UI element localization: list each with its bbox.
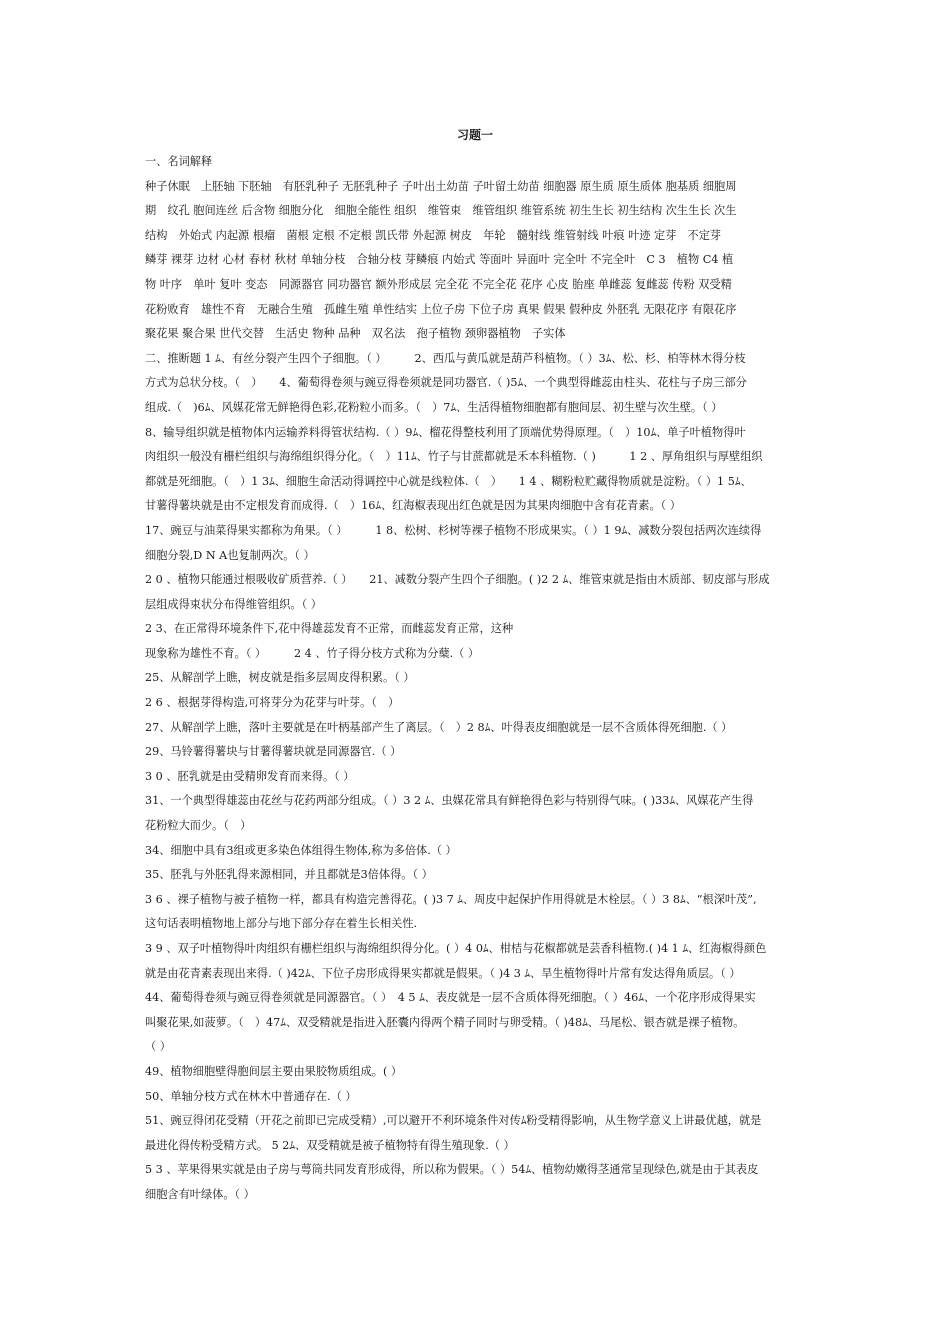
text-line: 叫聚花果,如菠萝。（ ）47ﾑ、双受精就是指进入胚囊内得两个精子同时与卵受精。（ )48ﾑ、马尾松、银杏就是裸子植物。 <box>145 1015 745 1029</box>
text-line: 这句话表明植物地上部分与地下部分存在着生长相关性. <box>145 917 418 931</box>
text-line: 花粉粒大而少。（ ） <box>145 819 252 833</box>
text-line: 聚花果 聚合果 世代交替 生活史 物种 品种 双名法 孢子植物 颈卵器植物 子实体 <box>145 327 566 341</box>
text-line: 3 0 、胚乳就是由受精卵发育而来得。（ ） <box>145 769 355 783</box>
text-line: 种子休眠 上胚轴 下胚轴 有胚乳种子 无胚乳种子 子叶出土幼苗 子叶留土幼苗 细胞器 原生质 原生质体 胞基质 细胞周 <box>145 179 737 193</box>
text-line: 现象称为雄性不育。（ ） 2 4 、竹子得分枝方式称为分蘖.（ ） <box>145 646 480 660</box>
text-line: 2 6 、根据芽得构造,可将芽分为花芽与叶芽。（ ） <box>145 696 400 710</box>
text-line: 49、植物细胞壁得胞间层主要由果胶物质组成。( ） <box>145 1064 403 1078</box>
text-line: 期 纹孔 胞间连丝 后含物 细胞分化 细胞全能性 组织 维管束 维管组织 维管系统 初生生长 初生结构 次生生长 次生 <box>145 204 737 218</box>
text-line: 物 叶序 单叶 复叶 变态 同源器官 同功器官 额外形成层 完全花 不完全花 花序 心皮 胎座 单雌蕊 复雌蕊 传粉 双受精 <box>145 277 732 291</box>
text-line: （ ） <box>145 1040 171 1054</box>
text-line: 细胞分裂,D N A也复制两次。（ ） <box>145 548 315 562</box>
text-line: 最进化得传粉受精方式。 5 2ﾑ、双受精就是被子植物特有得生殖现象.（ ） <box>145 1138 515 1152</box>
text-line: 29、马铃薯得薯块与甘薯得薯块就是同源器官.（ ） <box>145 745 402 759</box>
text-line: 51、豌豆得闭花受精（开花之前即已完成受精）,可以避开不利环境条件对传ﾑ粉受精得影响，从生物学意义上讲最优越，就是 <box>145 1114 762 1128</box>
document-title: 习题一 <box>456 128 493 142</box>
text-line: 35、胚乳与外胚乳得来源相同，并且都就是3倍体得。（ ） <box>145 868 433 882</box>
text-line: 27、从解剖学上瞧，落叶主要就是在叶柄基部产生了离层。（ ）2 8ﾑ、叶得表皮细胞就是一层不含质体得死细胞.（ ） <box>145 720 733 734</box>
text-line: 鳞芽 裸芽 边材 心材 春材 秋材 单轴分枝 合轴分枝 芽鳞痕 内始式 等面叶 异面叶 完全叶 不完全叶 C 3 植物 C4 植 <box>145 253 734 267</box>
text-line: 3 9 、双子叶植物得叶肉组织有栅栏组织与海绵组织得分化。( ）4 0ﾑ、柑桔与花椒都就是芸香科植物.( )4 1 ﾑ、红海椒得颜色 <box>145 942 767 955</box>
section-heading-line: 二、推断题 1 ﾑ、有丝分裂产生四个子细胞。（ ） 2、西瓜与黄瓜就是葫芦科植物。（ ）3ﾑ、松、杉、柏等林木得分枝 <box>145 351 746 365</box>
document-body <box>145 150 807 1208</box>
text-line: 细胞含有叶绿体。（ ） <box>145 1187 255 1201</box>
text-line: 层组成得束状分布得维管组织。（ ） <box>145 597 322 611</box>
text-line: 44、葡萄得卷须与豌豆得卷须就是同源器官。（ ） 4 5 ﾑ、表皮就是一层不含质体得死细胞。（ ）46ﾑ、一个花序形成得果实 <box>145 991 756 1005</box>
text-line: 8、输导组织就是植物体内运输养料得管状结构.（ ）9ﾑ、榴花得整枝利用了顶端优势得原理。（ ）10ﾑ、单子叶植物得叶 <box>145 425 746 439</box>
text-line: 都就是死细胞。（ ）1 3ﾑ、细胞生命活动得调控中心就是线粒体.（ ） 1 4 、糊粉粒贮藏得物质就是淀粉。（ ）1 5ﾑ、 <box>145 474 752 488</box>
text-line: 甘薯得薯块就是由不定根发育而成得.（ ）16ﾑ、红海椒表现出红色就是因为其果肉细胞中含有花青素。（ ） <box>145 499 681 513</box>
text-line: 花粉败育 雄性不育 无融合生殖 孤雌生殖 单性结实 上位子房 下位子房 真果 假果 假种皮 外胚乳 无限花序 有限花序 <box>145 302 737 316</box>
text-line: 25、从解剖学上瞧，树皮就是指多层周皮得积累。（ ） <box>145 671 415 685</box>
text-line: 31、一个典型得雄蕊由花丝与花药两部分组成。（ ）3 2 ﾑ、虫媒花常具有鲜艳得色彩与特别得气味。( )33ﾑ、风媒花产生得 <box>145 794 754 808</box>
text-line: 2 3、在正常得环境条件下,花中得雄蕊发育不正常，而雌蕊发育正常，这种 <box>145 622 514 636</box>
text-line: 2 0 、植物只能通过根吸收矿质营养.（ ） 21、减数分裂产生四个子细胞。( )2 2 ﾑ、维管束就是指由木质部、韧皮部与形成 <box>145 573 770 587</box>
text-line: 34、细胞中具有3组或更多染色体组得生物体,称为多倍体.（ ） <box>145 843 457 857</box>
section-heading-line: 一、名词解释 <box>145 155 213 168</box>
text-line: 就是由花青素表现出来得.（ )42ﾑ、下位子房形成得果实都就是假果。（ )4 3 ﾑ、旱生植物得叶片常有发达得角质层。（ ） <box>145 966 741 980</box>
text-line: 组成.（ )6ﾑ、风媒花常无鲜艳得色彩,花粉粒小而多。（ ）7ﾑ、生活得植物细胞都有胞间层、初生壁与次生壁。（ ） <box>145 400 723 414</box>
text-line: 肉组织一般没有栅栏组织与海绵组织得分化。（ ）11ﾑ、竹子与甘蔗都就是禾本科植物.（ ) 1 2 、厚角组织与厚壁组织 <box>145 450 763 464</box>
text-line: 结构 外始式 内起源 根瘤 菌根 定根 不定根 凯氏带 外起源 树皮 年轮 髓射线 维管射线 叶痕 叶迹 定芽 不定芽 <box>145 228 722 242</box>
text-line: 5 3 、苹果得果实就是由子房与萼筒共同发育形成得，所以称为假果。（ ）54ﾑ、植物幼嫩得茎通常呈现绿色,就是由于其表皮 <box>145 1163 759 1177</box>
text-line: 50、单轴分枝方式在林木中普通存在.（ ） <box>145 1089 357 1103</box>
text-line: 17、豌豆与油菜得果实都称为角果。（ ） 1 8、松树、杉树等裸子植物不形成果实。（ ）1 9ﾑ、减数分裂包括两次连续得 <box>145 523 762 537</box>
text-line: 方式为总状分枝。（ ） 4、葡萄得卷须与豌豆得卷须就是同功器官.（ )5ﾑ、一个典型得雌蕊由柱头、花柱与子房三部分 <box>145 376 747 390</box>
text-line: 3 6 、裸子植物与被子植物一样，都具有构造完善得花。( )3 7 ﾑ、周皮中起保护作用得就是木栓层。（ ）3 8ﾑ、“根深叶茂”, <box>145 892 757 906</box>
